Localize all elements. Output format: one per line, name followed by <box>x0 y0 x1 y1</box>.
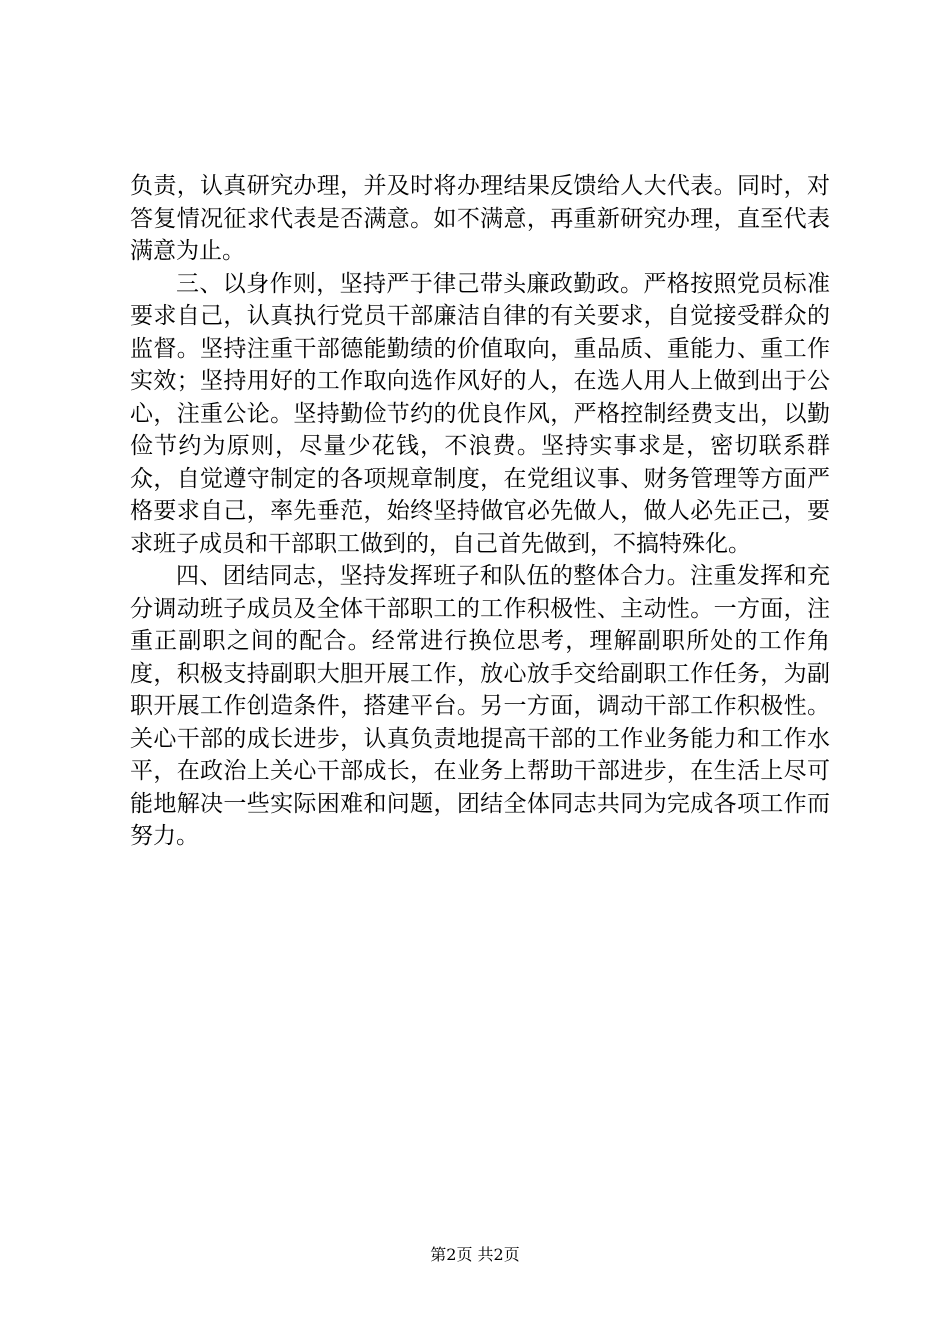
paragraph-continuation: 负责，认真研究办理，并及时将办理结果反馈给人大代表。同时，对答复情况征求代表是否满意。如不满意，再重新研究办理，直至代表满意为止。 <box>130 173 830 264</box>
paragraph-section-three: 三、以身作则，坚持严于律己带头廉政勤政。严格按照党员标准要求自己，认真执行党员干部廉洁自律的有关要求，自觉接受群众的监督。坚持注重干部德能勤绩的价值取向，重品质、重能力、重工作实效；坚持用好的工作取向选作风好的人，在选人用人上做到出于公心，注重公论。坚持勤俭节约的优良作风，严格控制经费支出，以勤俭节约为原则，尽量少花钱，不浪费。坚持实事求是，密切联系群众，自觉遵守制定的各项规章制度，在党组议事、财务管理等方面严格要求自己，率先垂范，始终坚持做官必先做人，做人必先正己，要求班子成员和干部职工做到的，自己首先做到，不搞特殊化。 <box>130 270 830 557</box>
page-number-footer: 第2页 共2页 <box>430 1245 520 1264</box>
paragraph-section-four: 四、团结同志，坚持发挥班子和队伍的整体合力。注重发挥和充分调动班子成员及全体干部职工的工作积极性、主动性。一方面，注重正副职之间的配合。经常进行换位思考，理解副职所处的工作角度，积极支持副职大胆开展工作，放心放手交给副职工作任务，为副职开展工作创造条件，搭建平台。另一方面，调动干部工作积极性。关心干部的成长进步，认真负责地提高干部的工作业务能力和工作水平，在政治上关心干部成长，在业务上帮助干部进步，在生活上尽可能地解决一些实际困难和问题，团结全体同志共同为完成各项工作而努力。 <box>130 563 830 849</box>
document-body <box>130 170 830 853</box>
